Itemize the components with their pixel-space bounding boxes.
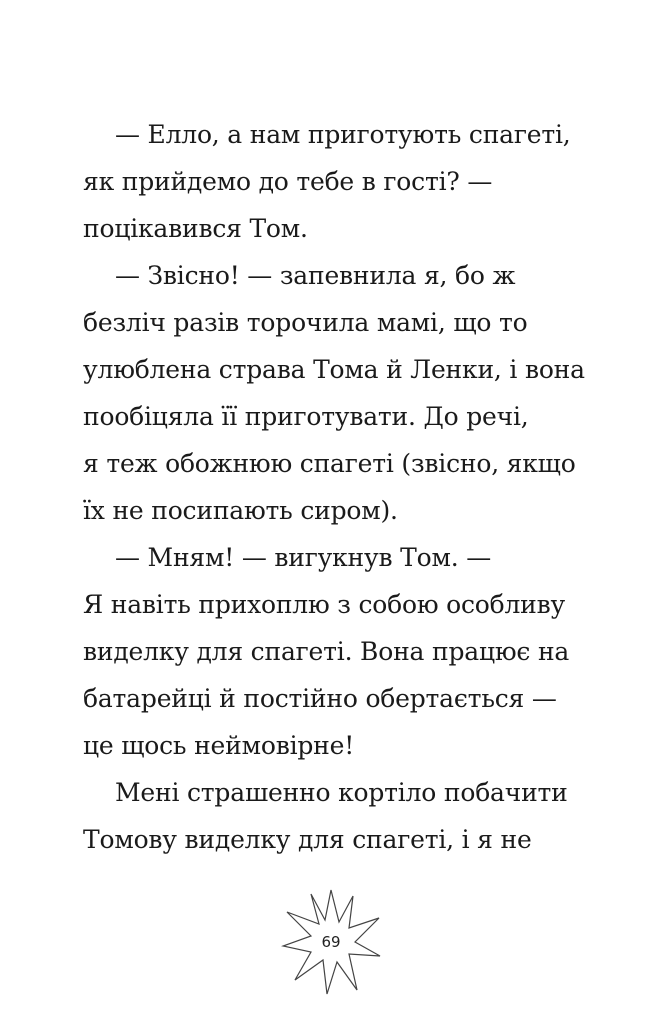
text-line: я теж обожнюю спагеті (звісно, якщо [83, 449, 576, 478]
text-line: — Елло, а нам приготують спагеті, [115, 120, 571, 149]
text-line: поцікавився Том. [83, 214, 308, 243]
text-line: їх не посипають сиром). [83, 496, 398, 525]
text-line: улюблена страва Тома й Ленки, і вона [83, 355, 585, 384]
text-line: як прийдемо до тебе в гості? — [83, 167, 493, 196]
text-line: виделку для спагеті. Вона працює на [83, 637, 570, 666]
text-line: — Мням! — вигукнув Том. — [115, 543, 491, 572]
text-line: батарейці й постійно обертається — [83, 684, 557, 713]
text-line: Я навіть прихоплю з собою особливу [83, 590, 566, 619]
page-number-badge [281, 888, 381, 998]
text-line: Мені страшенно кортіло побачити [115, 778, 568, 807]
text-line: це щось неймовірне! [83, 731, 355, 760]
text-line: Томову виделку для спагеті, і я не [83, 825, 532, 854]
text-line: безліч разів торочила мамі, що то [83, 308, 528, 337]
text-line: — Звісно! — запевнила я, бо ж [115, 261, 516, 290]
page-number: 69 [321, 933, 341, 951]
text-line: пообіцяла її приготувати. До речі, [83, 402, 529, 431]
